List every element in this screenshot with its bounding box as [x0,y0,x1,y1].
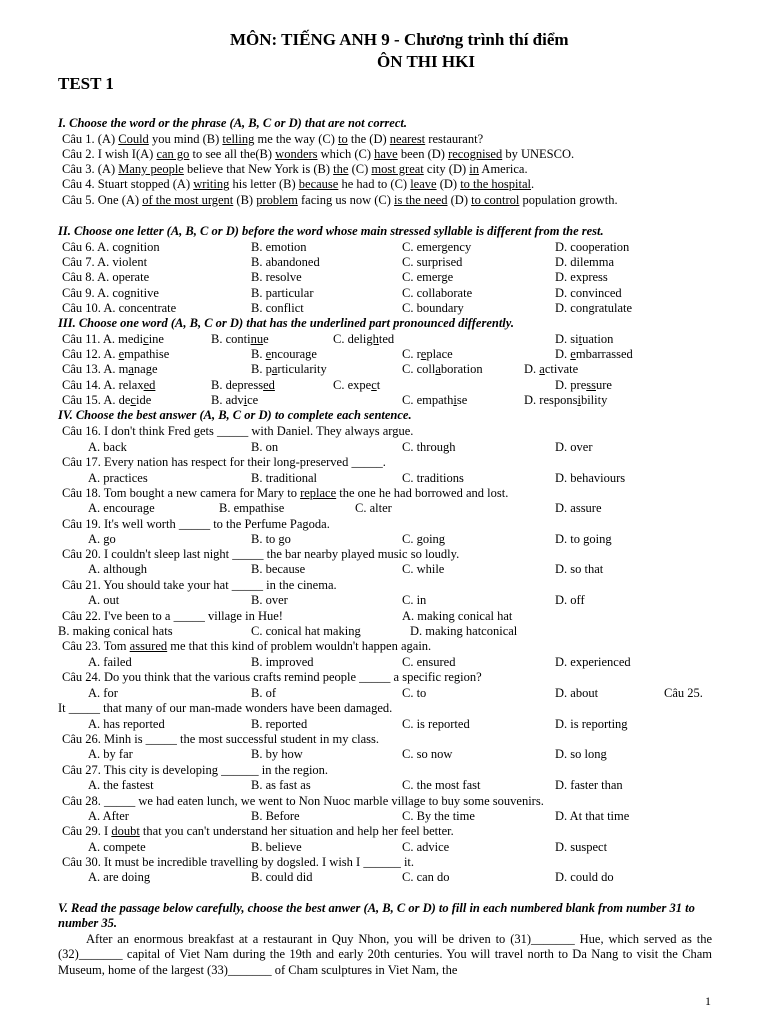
question-26-d: D. so long [555,747,607,761]
question-30-stem: Câu 30. It must be incredible travelling by dogsled. I wish I ______ it. [62,855,415,869]
question-22-b: B. making conical hats [58,624,173,638]
question-19-d: D. to going [555,532,612,546]
question-23-c: C. ensured [402,655,456,669]
question-7-d: D. dilemma [555,255,615,269]
question-8-d: D. express [555,270,608,284]
question-24-b: B. of [251,686,276,700]
question-20-d: D. so that [555,562,604,576]
question-17-stem: Câu 17. Every nation has respect for their long-preserved _____. [62,455,386,469]
question-21-d: D. off [555,593,585,607]
question-27-a: A. the fastest [88,778,154,792]
question-17-b: B. traditional [251,471,317,485]
question-15-a: Câu 15. A. decide [62,393,152,407]
question-28-a: A. After [88,809,129,823]
section-3-heading: III. Choose one word (A, B, C or D) that has the underlined part pronounced differently. [58,316,514,330]
question-25-c: C. is reported [402,717,470,731]
question-27-c: C. the most fast [402,778,481,792]
question-25-label: Câu 25. [664,686,703,700]
question-7-a: Câu 7. A. violent [62,255,148,269]
section-5-heading: V. Read the passage below carefully, choose the best anwer (A, B, C or D) to fill in each numbered blank from number 31 to number 35. [58,901,695,930]
question-15-d: D. responsibility [524,393,608,407]
question-28-d: D. At that time [555,809,630,823]
question-22-d: D. making hatconical [410,624,518,638]
question-13-c: C. collaboration [402,362,483,376]
question-11-b: B. continue [211,332,269,346]
question-29-c: C. advice [402,840,450,854]
question-19-c: C. going [402,532,446,546]
question-23-stem: Câu 23. Tom assured me that this kind of problem wouldn't happen again. [62,639,432,653]
question-9-d: D. convinced [555,286,622,300]
question-18-c: C. alter [355,501,392,515]
question-12-b: B. encourage [251,347,317,361]
question-29-a: A. compete [88,840,146,854]
question-25-d: D. is reporting [555,717,628,731]
question-27-stem: Câu 27. This city is developing ______ in the region. [62,763,329,777]
question-10-b: B. conflict [251,301,304,315]
question-26-b: B. by how [251,747,303,761]
question-30-a: A. are doing [88,870,151,884]
question-17-d: D. behaviours [555,471,626,485]
question-18-b: B. empathise [219,501,285,515]
document-subtitle: ÔN THI HKI [377,52,475,71]
section-1-heading: I. Choose the word or the phrase (A, B, C or D) that are not correct. [58,116,407,130]
question-24-stem: Câu 24. Do you think that the various crafts remind people _____ a specific region? [62,670,482,684]
question-14-b: B. depressed [211,378,275,392]
question-10-d: D. congratulate [555,301,633,315]
question-6-c: C. emergency [402,240,472,254]
question-22-c: C. conical hat making [251,624,361,638]
question-4: Câu 4. Stuart stopped (A) writing his letter (B) because he had to (C) leave (D) to the hospital. [62,177,535,191]
question-25-b: B. reported [251,717,308,731]
question-13-b: B. particularity [251,362,327,376]
page-number: 1 [705,994,711,1008]
question-11-a: Câu 11. A. medicine [62,332,164,346]
question-2: Câu 2. I wish I(A) can go to see all the(B) wonders which (C) have been (D) recognised by UNESCO. [62,147,575,161]
question-8-b: B. resolve [251,270,302,284]
question-24-a: A. for [88,686,118,700]
question-27-d: D. faster than [555,778,623,792]
question-16-d: D. over [555,440,593,454]
question-8-a: Câu 8. A. operate [62,270,150,284]
question-21-b: B. over [251,593,288,607]
section-2-heading: II. Choose one letter (A, B, C or D) before the word whose main stressed syllable is different from the rest. [58,224,604,238]
question-21-stem: Câu 21. You should take your hat _____ in the cinema. [62,578,337,592]
question-15-c: C. empathise [402,393,468,407]
question-10-c: C. boundary [402,301,464,315]
question-12-a: Câu 12. A. empathise [62,347,170,361]
question-20-c: C. while [402,562,445,576]
question-25-stem: It _____ that many of our man-made wonders have been damaged. [58,701,393,715]
document-title: MÔN: TIẾNG ANH 9 - Chương trình thí điểm [230,30,569,49]
question-22-stem: Câu 22. I've been to a _____ village in Hue! [62,609,283,623]
question-19-a: A. go [88,532,116,546]
question-14-a: Câu 14. A. relaxed [62,378,156,392]
question-9-b: B. particular [251,286,314,300]
question-26-c: C. so now [402,747,453,761]
question-20-a: A. although [88,562,148,576]
question-29-d: D. suspect [555,840,608,854]
question-23-a: A. failed [88,655,132,669]
question-8-c: C. emerge [402,270,454,284]
question-21-c: C. in [402,593,427,607]
question-18-stem: Câu 18. Tom bought a new camera for Mary to replace the one he had borrowed and lost. [62,486,509,500]
question-18-d: D. assure [555,501,602,515]
question-5: Câu 5. One (A) of the most urgent (B) problem facing us now (C) is the need (D) to control population growth. [62,193,618,207]
question-11-d: D. situation [555,332,614,346]
question-13-a: Câu 13. A. manage [62,362,158,376]
question-24-c: C. to [402,686,427,700]
question-20-b: B. because [251,562,306,576]
question-9-c: C. collaborate [402,286,473,300]
question-10-a: Câu 10. A. concentrate [62,301,177,315]
question-26-stem: Câu 26. Minh is _____ the most successful student in my class. [62,732,379,746]
question-16-c: C. through [402,440,456,454]
question-19-b: B. to go [251,532,291,546]
question-6-a: Câu 6. A. cognition [62,240,160,254]
question-9-a: Câu 9. A. cognitive [62,286,159,300]
question-6-d: D. cooperation [555,240,630,254]
question-17-a: A. practices [88,471,148,485]
question-16-a: A. back [88,440,127,454]
question-30-c: C. can do [402,870,450,884]
question-17-c: C. traditions [402,471,464,485]
question-20-stem: Câu 20. I couldn't sleep last night _____ the bar nearby played music so loudly. [62,547,460,561]
question-6-b: B. emotion [251,240,307,254]
question-23-b: B. improved [251,655,314,669]
question-7-b: B. abandoned [251,255,320,269]
question-28-b: B. Before [251,809,300,823]
question-30-d: D. could do [555,870,614,884]
question-23-d: D. experienced [555,655,631,669]
question-26-a: A. by far [88,747,133,761]
question-18-a: A. encourage [88,501,155,515]
reading-passage: After an enormous breakfast at a restaurant in Quy Nhon, you will be driven to (31)_______ Hue, which served as the (32)_______ capital of Viet Nam during the 19th and early 20th centuries. You will travel north to Da Nang to visit the Cham Museum, home of the largest (33)_______ of Cham sculptures in Viet Nam, the [58,932,712,977]
question-28-stem: Câu 28. _____ we had eaten lunch, we went to Non Nuoc marble village to buy some souvenirs. [62,794,544,808]
question-24-d: D. about [555,686,599,700]
question-29-stem: Câu 29. I doubt that you can't understand her situation and help her feel better. [62,824,454,838]
question-22-a: A. making conical hat [402,609,513,623]
test-heading: TEST 1 [58,74,114,93]
question-13-d: D. activate [524,362,579,376]
question-16-b: B. on [251,440,279,454]
question-19-stem: Câu 19. It's well worth _____ to the Perfume Pagoda. [62,517,330,531]
question-14-c: C. expect [333,378,381,392]
question-21-a: A. out [88,593,120,607]
question-3: Câu 3. (A) Many people believe that New York is (B) the (C) most great city (D) in America. [62,162,528,176]
section-4-heading: IV. Choose the best answer (A, B, C or D) to complete each sentence. [58,408,412,422]
question-15-b: B. advice [211,393,259,407]
question-27-b: B. as fast as [251,778,311,792]
question-25-a: A. has reported [88,717,165,731]
question-16-stem: Câu 16. I don't think Fred gets _____ with Daniel. They always argue. [62,424,414,438]
question-12-c: C. replace [402,347,453,361]
question-28-c: C. By the time [402,809,475,823]
question-11-c: C. delighted [333,332,395,346]
question-30-b: B. could did [251,870,313,884]
question-7-c: C. surprised [402,255,463,269]
question-14-d: D. pressure [555,378,612,392]
question-12-d: D. embarrassed [555,347,633,361]
question-29-b: B. believe [251,840,302,854]
question-1: Câu 1. (A) Could you mind (B) telling me the way (C) to the (D) nearest restaurant? [62,132,484,146]
